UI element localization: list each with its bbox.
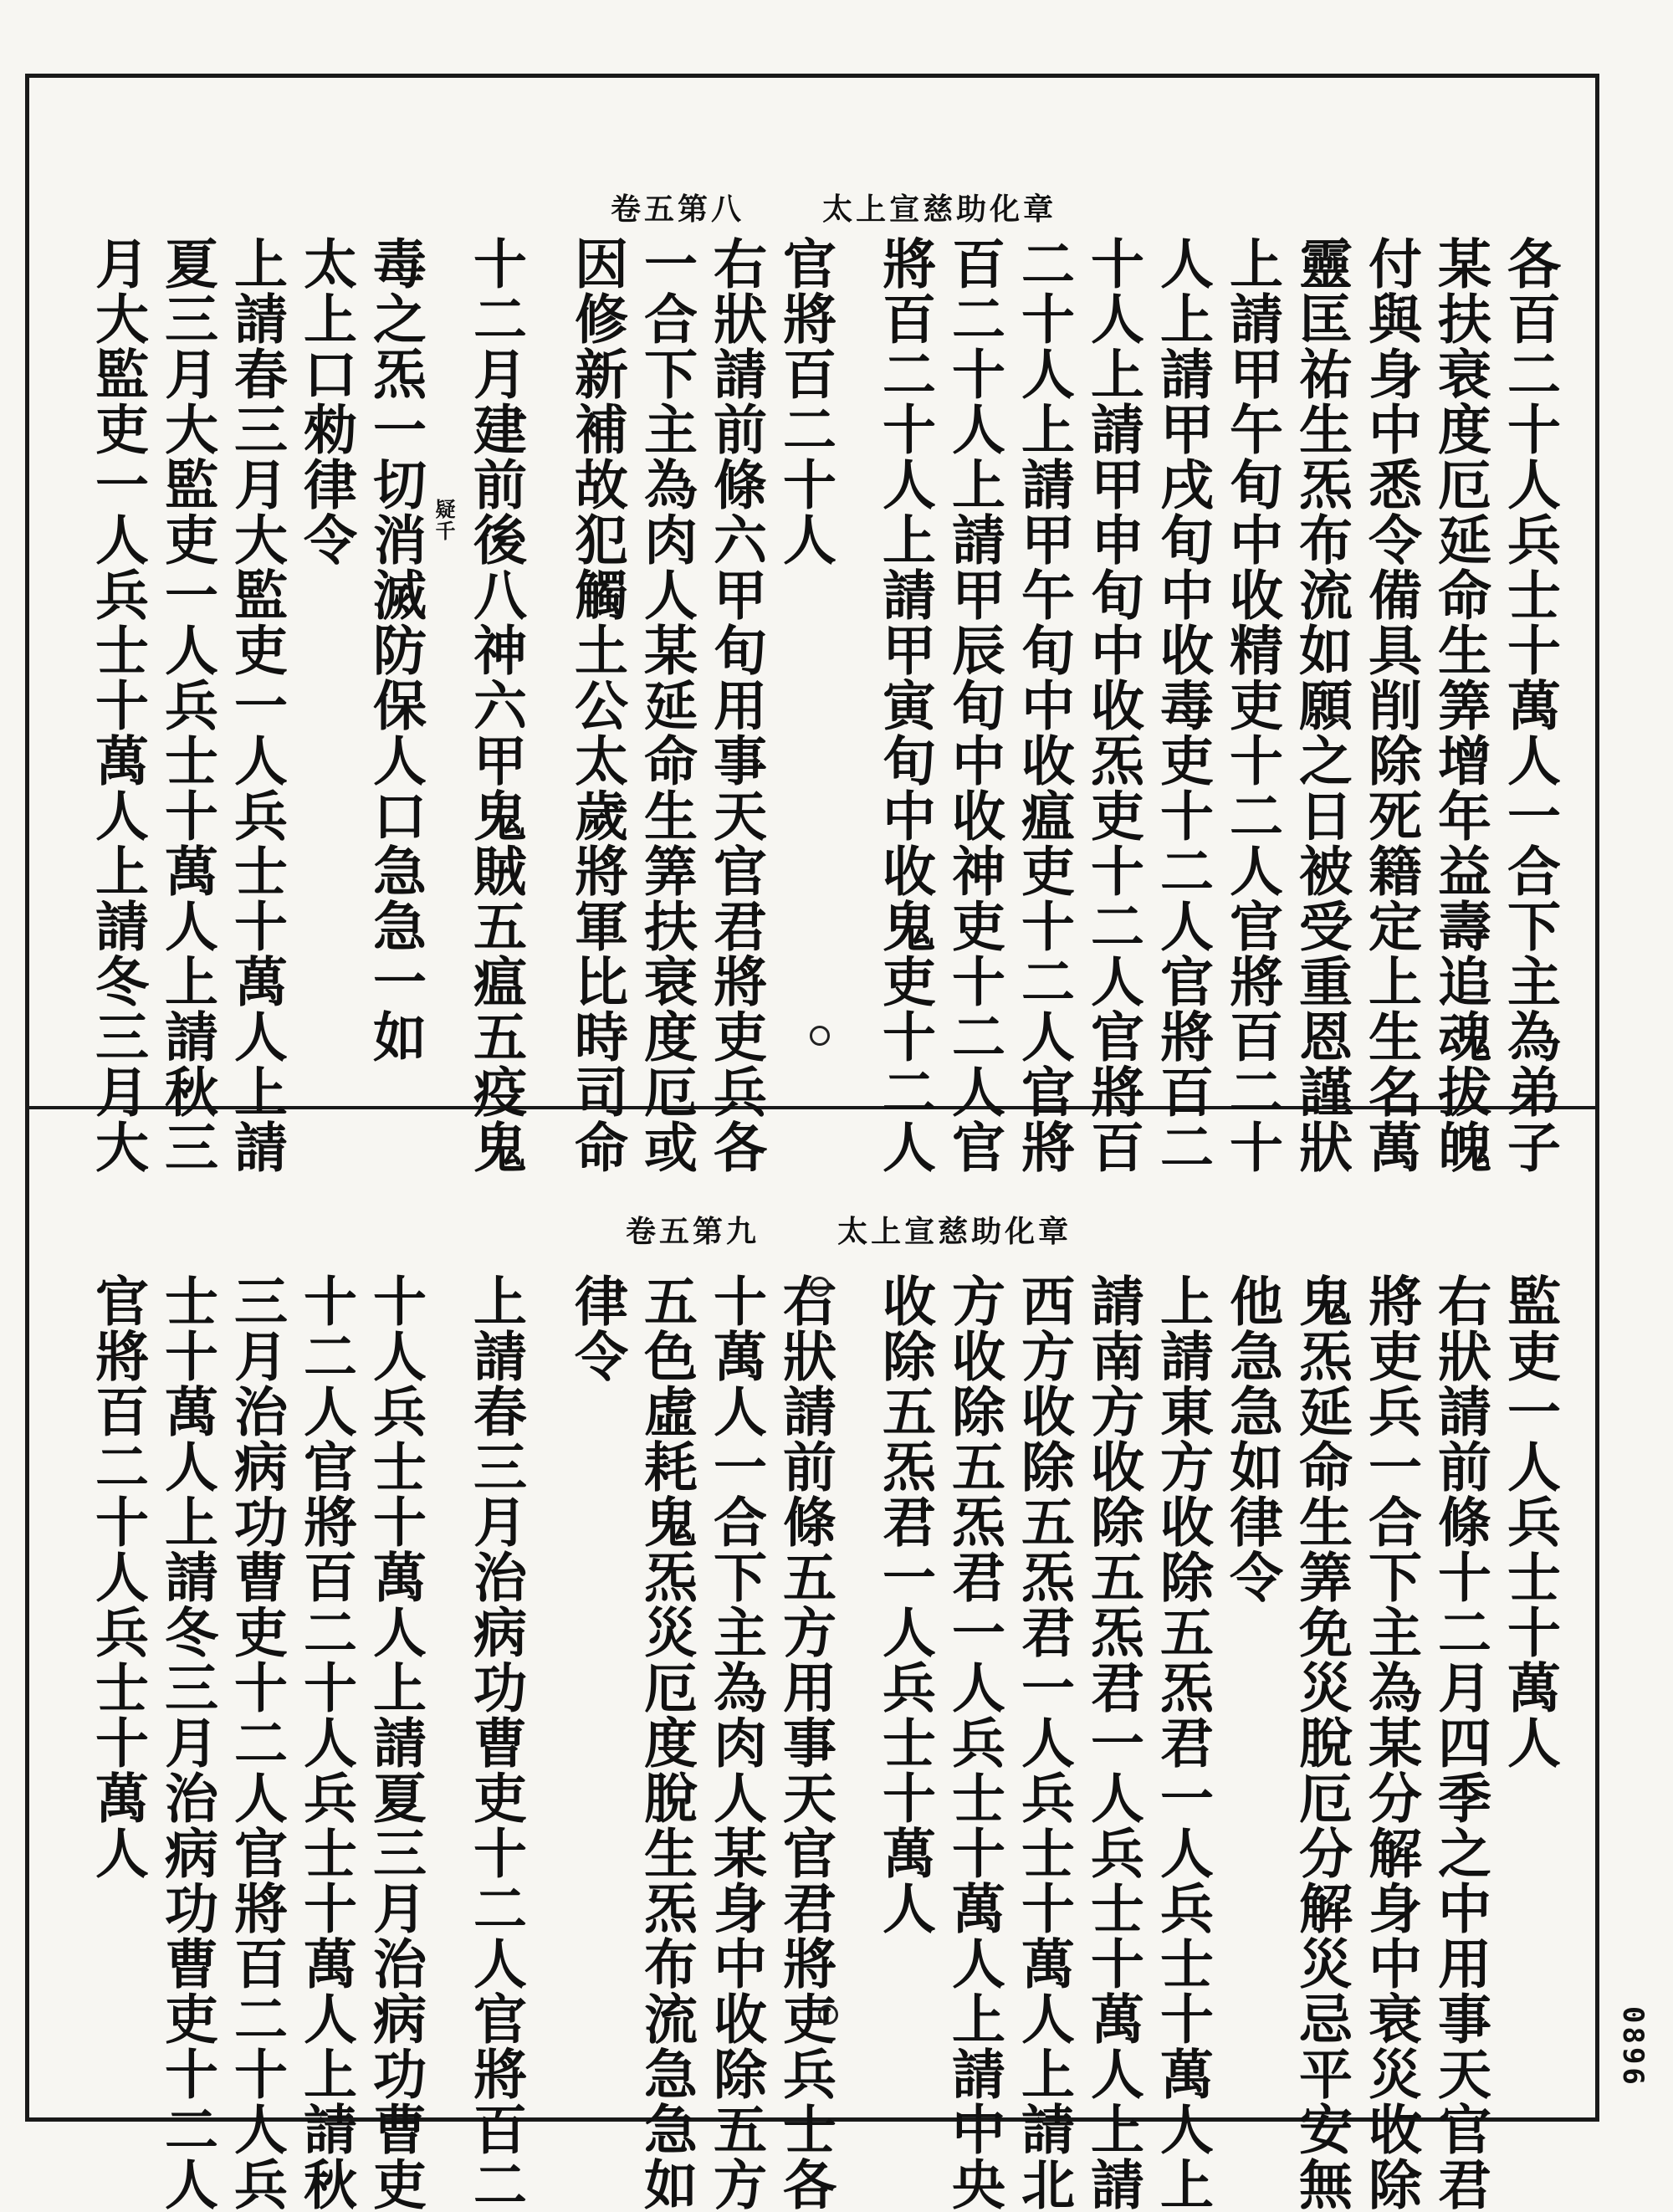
text-column: 十二人官將百二十人兵士十萬人上請秋 [294,1273,357,2212]
punctuation-circle [818,2005,838,2025]
punctuation-circle [810,1277,830,1297]
margin-note: 疑千 [432,499,456,542]
text-column: 上請春三月大監吏一人兵士十萬人上請 [225,236,288,1175]
upper-running-head [611,186,1056,228]
text-column: 百二十人上請甲辰旬中收神吏十二人官 [943,236,1005,1175]
text-column: 人上請甲戌旬中收毒吏十二人官將百二 [1151,236,1214,1175]
text-column: 上請春三月治病功曹吏十二人官將百二 [464,1273,527,2212]
text-column: 一合下主為肉人某延命生筭扶衰度厄或 [635,236,698,1175]
text-column: 因修新補故犯觸土公太歲將軍比時司命 [565,236,628,1175]
text-column: 右狀請前條十二月四季之中用事天官君 [1429,1273,1491,2212]
text-column: 律令 [565,1273,628,1384]
text-column: 方收除五炁君一人兵士十萬人上請中央 [943,1273,1005,2212]
text-column: 十萬人一合下主為肉人某身中收除五方 [704,1273,767,2212]
text-column: 上請甲午旬中收精吏十二人官將百二十 [1220,236,1283,1175]
text-column: 西方收除五炁君一人兵士十萬人上請北 [1012,1273,1075,2212]
text-column: 士十萬人上請冬三月治病功曹吏十二人 [156,1273,218,2212]
text-column: 十二月建前後八神六甲鬼賊五瘟五疫鬼 [464,236,527,1175]
text-column: 收除五炁君一人兵士十萬人 [873,1273,936,1936]
page-number: 0896 [1616,2006,1650,2088]
text-column: 鬼炁延命生筭免災脫厄分解災忌平安無 [1290,1273,1353,2212]
lower-running-head [626,1208,1072,1251]
text-column: 某扶衰度厄延命生筭增年益壽追魂拔魄 [1429,236,1491,1175]
text-column: 十人上請甲申旬中收炁吏十二人官將百 [1082,236,1144,1175]
text-column: 將百二十人上請甲寅旬中收鬼吏十二人 [873,236,936,1175]
lower-header-title: 太上宣慈助化章 [837,1214,1072,1249]
text-column: 他急急如律令 [1220,1273,1283,1605]
lower-header-volume: 卷五第九 [626,1214,760,1249]
text-column: 右狀請前條六甲旬用事天官君將吏兵各 [704,236,767,1175]
text-column: 毒之炁一切消滅防保人口急急一如 [364,236,427,1064]
text-column: 上請東方收除五炁君一人兵士十萬人上 [1151,1273,1214,2212]
text-column: 付與身中悉令備具削除死籍定上生名萬 [1359,236,1422,1175]
text-column: 將吏兵一合下主為某分解身中衰災收除 [1359,1273,1422,2212]
text-column: 太上口勑律令 [294,236,357,567]
text-column: 請南方收除五炁君一人兵士十萬人上請 [1082,1273,1144,2212]
punctuation-circle [810,1026,830,1046]
text-column: 監吏一人兵士十萬人 [1498,1273,1561,1770]
upper-header-title: 太上宣慈助化章 [822,192,1057,227]
text-column: 靈匡祐生炁布流如願之日被受重恩謹狀 [1290,236,1353,1175]
text-column: 二十人上請甲午旬中收瘟吏十二人官將 [1012,236,1075,1175]
text-column: 月大監吏一人兵士十萬人上請冬三月大 [86,236,149,1175]
text-column: 官將百二十人兵士十萬人 [86,1273,149,1881]
text-column: 官將百二十人 [774,236,836,567]
text-column: 右狀請前條五方用事天官君將吏兵士各 [774,1273,836,2212]
text-column: 三月治病功曹吏十二人官將百二十人兵 [225,1273,288,2212]
text-column: 各百二十人兵士十萬人一合下主為弟子 [1498,236,1561,1175]
text-column: 夏三月大監吏一人兵士十萬人上請秋三 [156,236,218,1175]
text-column: 十人兵士十萬人上請夏三月治病功曹吏 [364,1273,427,2212]
upper-header-volume: 卷五第八 [611,192,745,227]
text-column: 五色虛耗鬼炁災厄度脫生炁布流急急如 [635,1273,698,2212]
